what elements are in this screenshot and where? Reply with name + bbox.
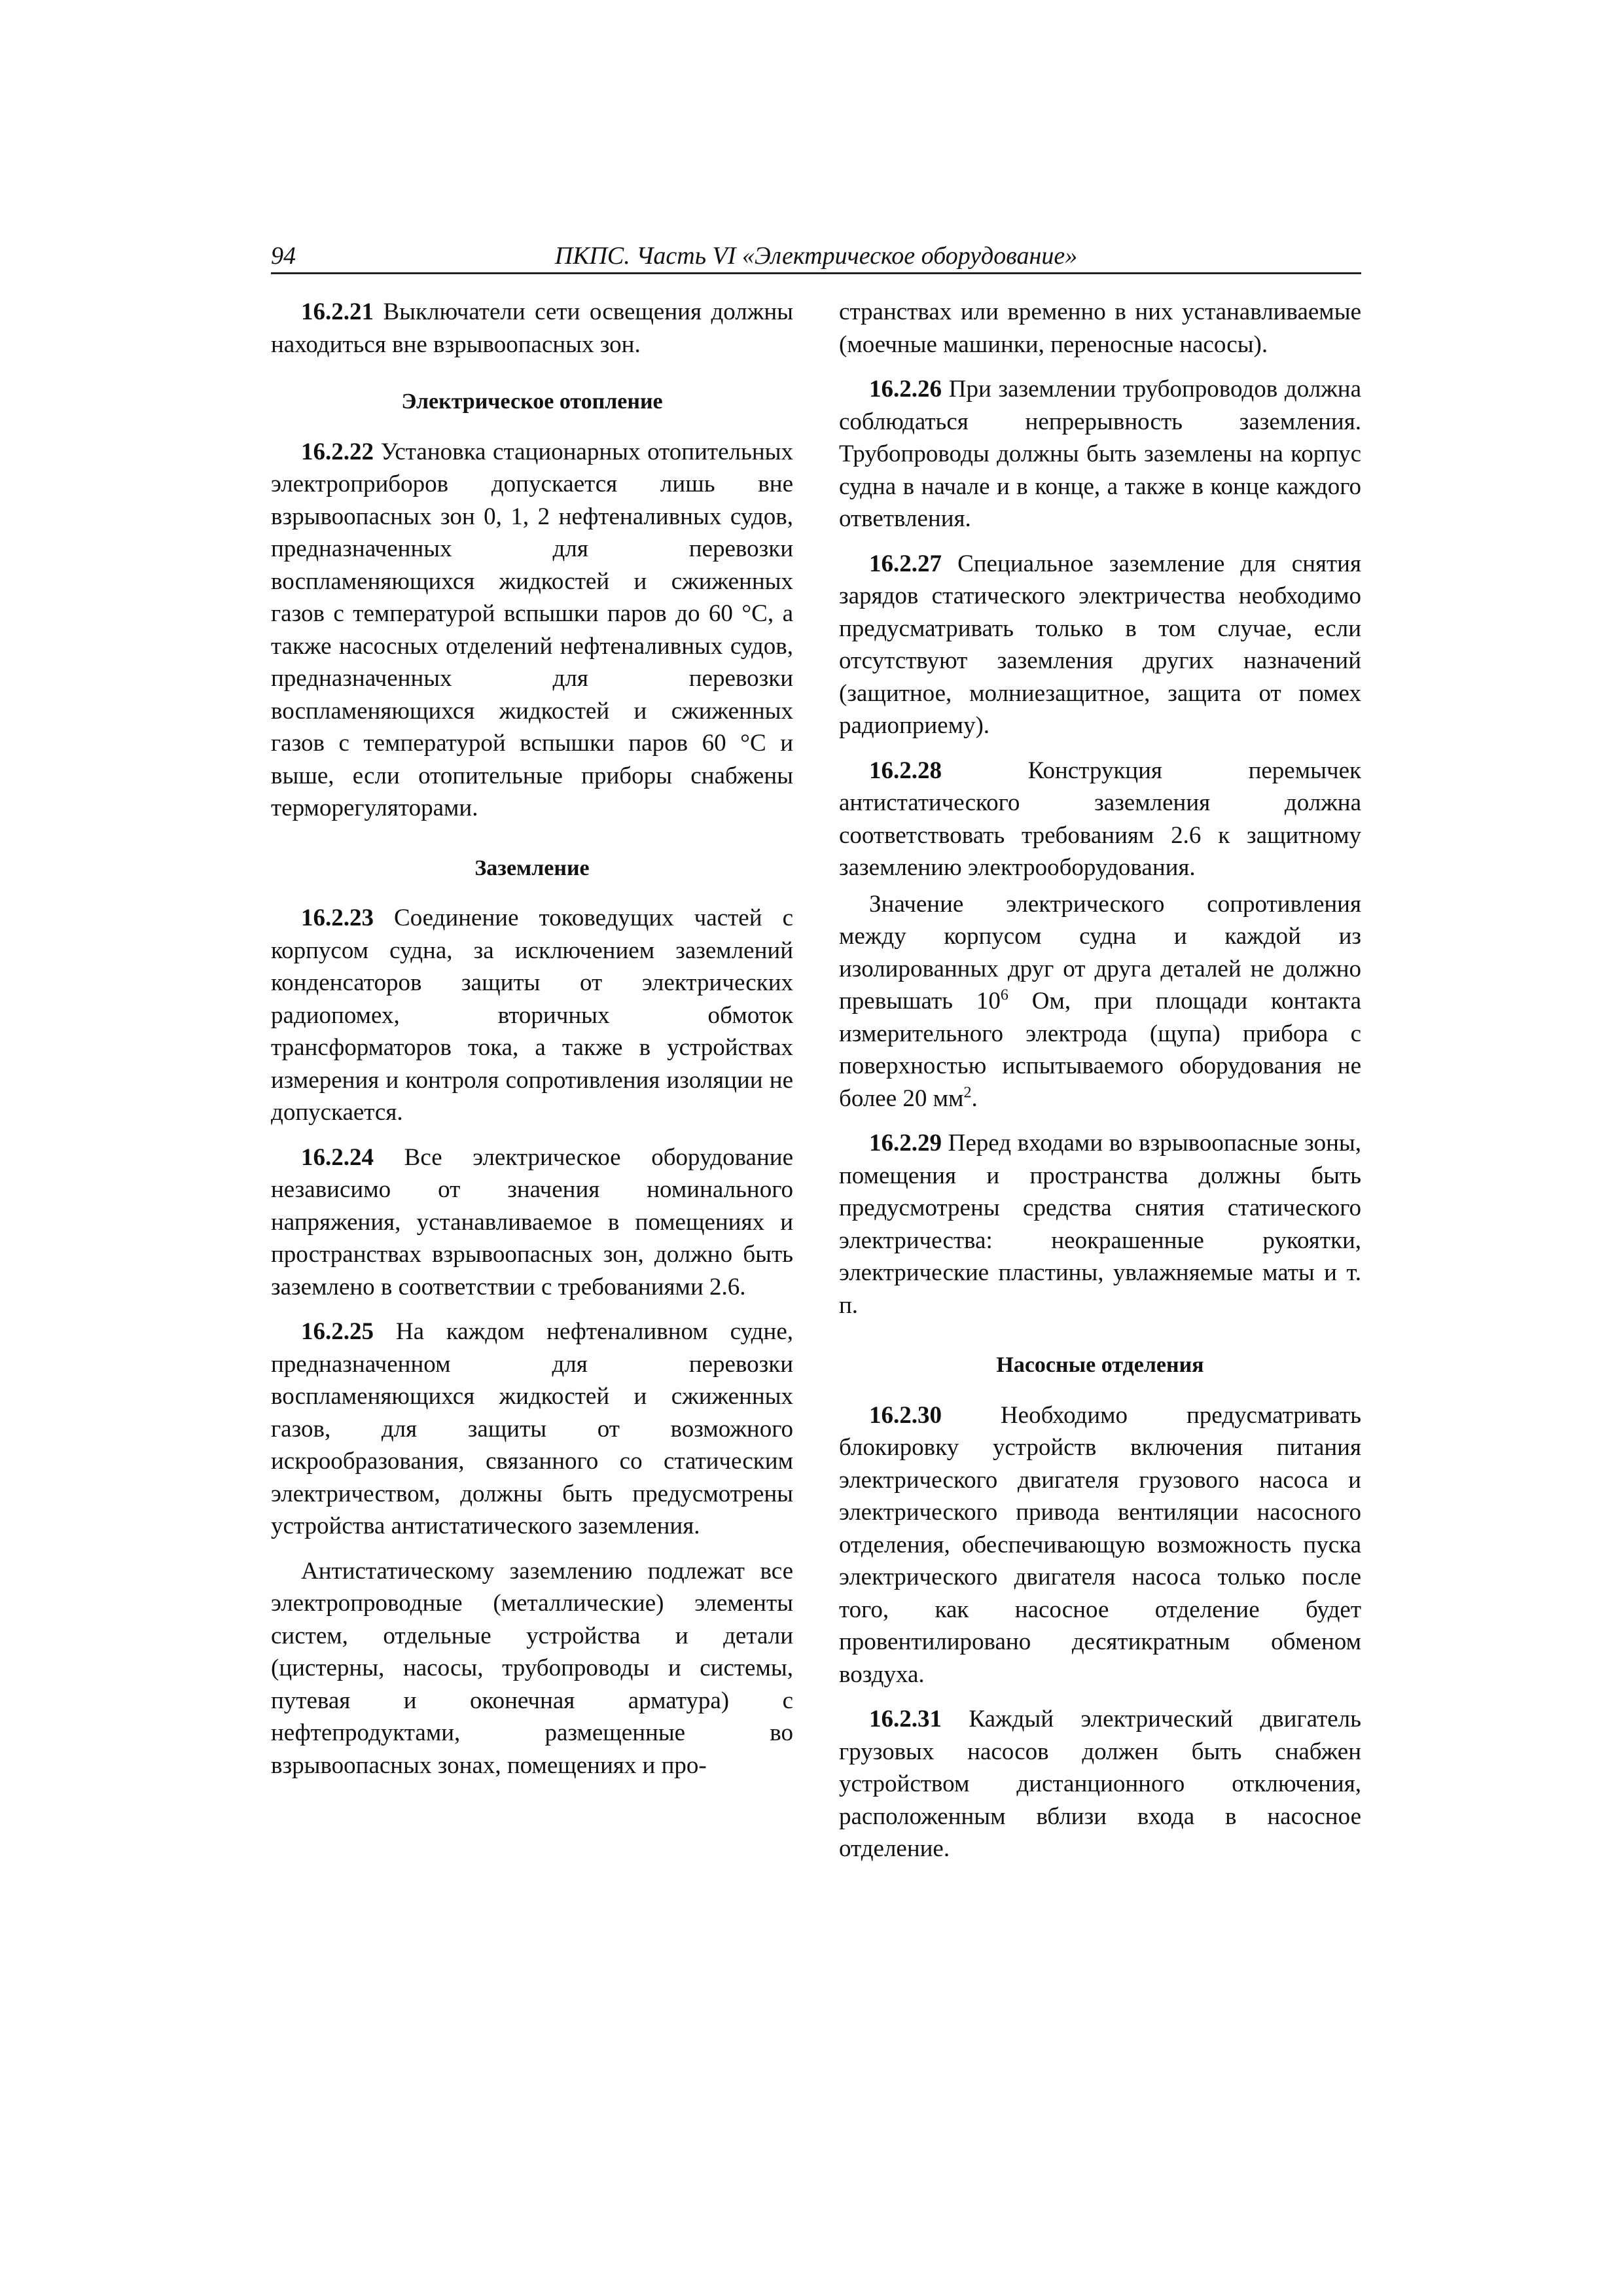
clause-text: Каждый электрический двигатель грузовых насосов должен быть снабжен устройством дистанционного отключения, расположенным вблизи входа в насосное отделение.: [839, 1706, 1361, 1862]
clause-number: 16.2.29: [869, 1130, 942, 1157]
exponent: 6: [1000, 986, 1008, 1004]
section-heading-grounding: Заземление: [474, 855, 590, 880]
clause-text: Специальное заземление для снятия зарядов статического электричества необходимо предусматривать только в том случае, если отсутствуют заземления других назначений (защитное, молниезащитное, защита от помех радиоприему).: [839, 550, 1361, 739]
clause-number: 16.2.22: [301, 438, 374, 465]
clause-text: Все электрическое оборудование независимо от значения номинального напряжения, устанавливаемое в помещениях и пространствах взрывоопасных зон, должно быть заземлено в соответствии с требованиями 2.6.: [271, 1143, 793, 1300]
paragraph-16-2-29: [839, 1127, 1361, 1321]
resistance-text-2: Ом, при площади контакта измерительного электрода (щупа) прибора с поверхностью испытываемого оборудования не более 20 мм: [839, 988, 1361, 1112]
right-column: [839, 296, 1361, 1878]
clause-text: Конструкция перемычек антистатического заземления должна соответствовать требованиям 2.6 к защитному заземлению электрооборудования.: [839, 757, 1361, 881]
paragraph-16-2-27: [839, 548, 1361, 742]
left-column: [271, 296, 793, 1794]
paragraph-16-2-25: [271, 1316, 793, 1543]
clause-text: Установка стационарных отопительных электроприборов допускается лишь вне взрывоопасных зон 0, 1, 2 нефтеналивных судов, предназначенных для перевозки воспламеняющихся жидкостей и сжиженных газов с температурой вспышки паров до 60 °С, а также насосных отделений нефтеналивных судов, предназначенных для перевозки воспламеняющихся жидкостей и сжиженных газов с температурой вспышки паров 60 °С и выше, если отопительные приборы снабжены терморегуляторами.: [271, 438, 793, 821]
clause-text: Выключатели сети освещения должны находиться вне взрывоопасных зон.: [271, 298, 793, 358]
clause-number: 16.2.28: [869, 757, 942, 784]
resistance-text-1: Значение электрического сопротивления между корпусом судна и каждой из изолированных друг от друга деталей не должно превышать 10: [839, 890, 1361, 1014]
clause-text: При заземлении трубопроводов должна соблюдаться непрерывность заземления. Трубопроводы должны быть заземлены на корпус судна в начале и в конце, а также в конце каждого ответвления.: [839, 376, 1361, 532]
page-header: [271, 240, 1361, 274]
clause-number: 16.2.31: [869, 1706, 942, 1732]
section-heading-pump-rooms: Насосные отделения: [996, 1353, 1204, 1377]
clause-number: 16.2.25: [301, 1318, 374, 1345]
paragraph-16-2-21: [271, 296, 793, 361]
clause-number: 16.2.26: [869, 376, 942, 403]
resistance-text-3: .: [971, 1085, 978, 1112]
paragraph-16-2-30: [839, 1399, 1361, 1691]
paragraph-16-2-23: [271, 902, 793, 1129]
exponent: 2: [963, 1084, 972, 1102]
section-heading-electric-heating: Электрическое отопление: [401, 389, 663, 414]
paragraph-resistance-requirement: [839, 888, 1361, 1115]
clause-text: Необходимо предусматривать блокировку устройств включения питания электрического двигателя грузового насоса и электрического привода вентиляции насосного отделения, обеспечивающую возможность пуска электрического двигателя насоса только после того, как насосное отделение будет провентилировано десятикратным обменом воздуха.: [839, 1401, 1361, 1688]
clause-number: 16.2.23: [301, 905, 374, 931]
paragraph-16-2-22: [271, 436, 793, 825]
clause-number: 16.2.24: [301, 1143, 374, 1171]
clause-text: Соединение токоведущих частей с корпусом судна, за исключением заземлений конденсаторов защиты от электрических радиопомех, вторичных обмоток трансформаторов тока, а также в устройствах измерения и контроля сопротивления изоляции не допускается.: [271, 905, 793, 1126]
clause-number: 16.2.27: [869, 550, 942, 577]
clause-number: 16.2.21: [301, 298, 374, 325]
clause-number: 16.2.30: [869, 1401, 942, 1429]
page-number: 94: [271, 242, 296, 270]
paragraph-16-2-26: [839, 373, 1361, 535]
paragraph-16-2-28: [839, 755, 1361, 884]
clause-text: На каждом нефтеналивном судне, предназначенном для перевозки воспламеняющихся жидкостей и сжиженных газов, для защиты от возможного искрообразования, связанного со статическим электричеством, должны быть предусмотрены устройства антистатического заземления.: [271, 1318, 793, 1539]
running-title: ПКПС. Часть VI «Электрическое оборудование»: [554, 242, 1078, 270]
paragraph-antistatic-grounding: Антистатическому заземлению подлежат все электропроводные (металлические) элементы систем, отдельные устройства и детали (цистерны, насосы, трубопроводы и системы, путевая и оконечная арматура) с нефтепродуктами, размещенные во взрывоопасных зонах, помещениях и про-: [271, 1557, 793, 1779]
paragraph-continued: странствах или временно в них устанавливаемые (моечные машинки, переносные насосы).: [839, 298, 1361, 358]
clause-text: Перед входами во взрывоопасные зоны, помещения и пространства должны быть предусмотрены средства снятия статического электричества: неокрашенные рукоятки, электрические пластины, увлажняемые маты и т. п.: [839, 1130, 1361, 1319]
paragraph-16-2-31: [839, 1703, 1361, 1865]
paragraph-16-2-24: [271, 1141, 793, 1304]
